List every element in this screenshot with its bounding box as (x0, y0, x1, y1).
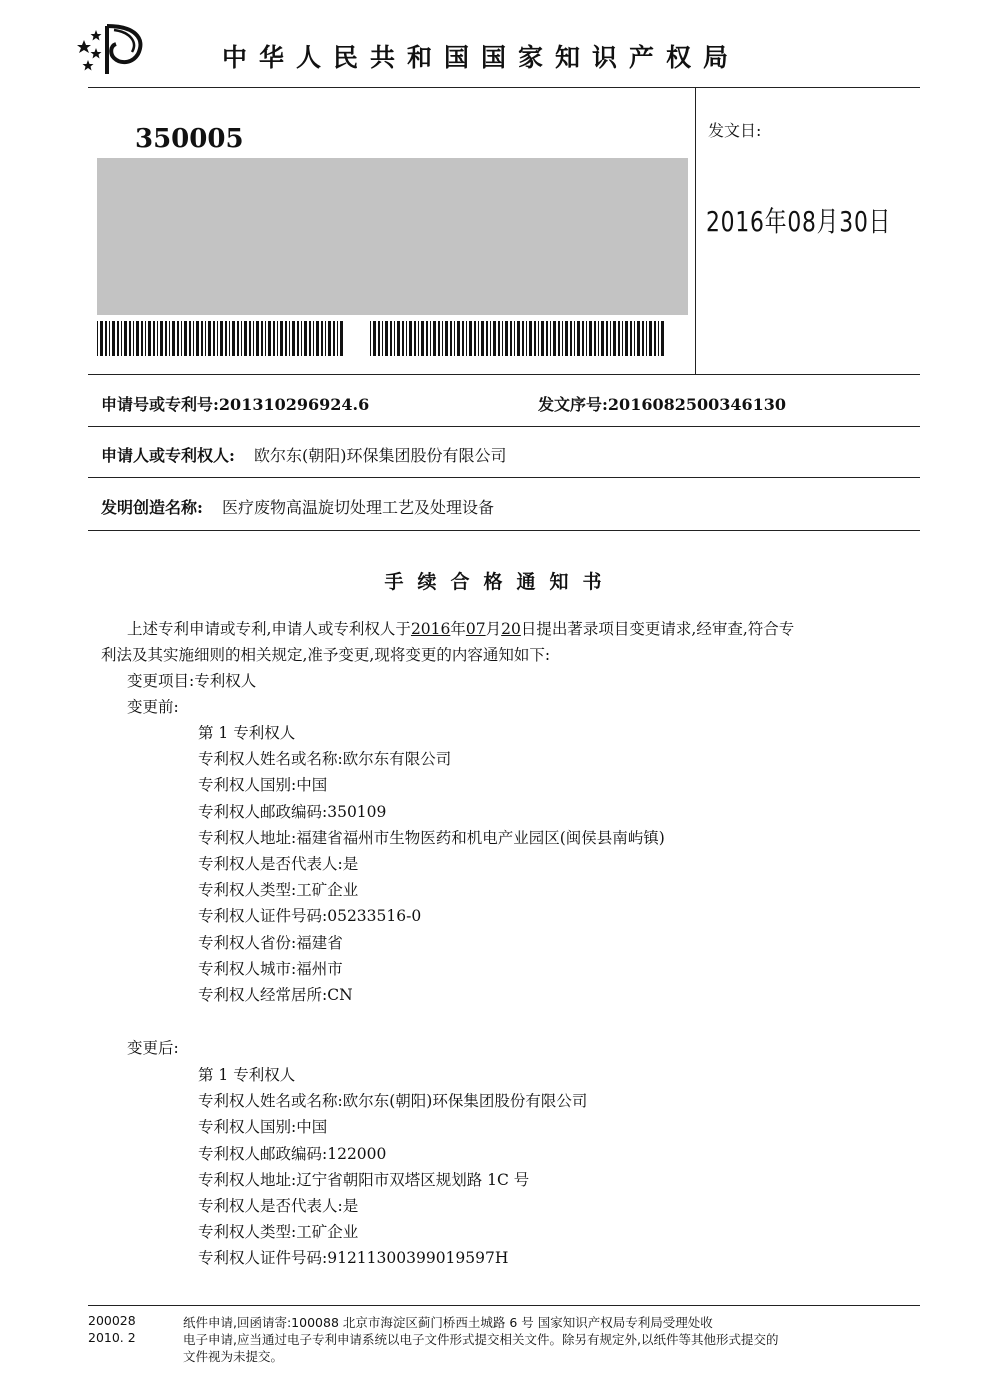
barcode-right (370, 321, 668, 356)
patentee-detail-line: 专利权人证件号码:05233516-0 (198, 907, 422, 926)
applicant-name: 欧尔东(朝阳)环保集团股份有限公司 (254, 446, 507, 465)
patentee-detail-line: 专利权人国别:中国 (198, 1118, 328, 1137)
barcode-left (97, 321, 345, 356)
request-day: 20 (501, 620, 521, 638)
notice-paragraph-line2: 利法及其实施细则的相关规定,准予变更,现将变更的内容通知如下: (101, 646, 551, 664)
serial-number-row (538, 392, 786, 415)
rule (88, 374, 920, 375)
patentee-detail-line: 专利权人类型:工矿企业 (198, 881, 359, 900)
patentee-detail-line: 专利权人地址:辽宁省朝阳市双塔区规划路 1C 号 (198, 1170, 530, 1189)
footer-rule (88, 1305, 920, 1306)
header-rule (88, 87, 920, 88)
invention-row (101, 495, 494, 518)
request-month: 07 (465, 620, 486, 638)
patentee-detail-line: 专利权人邮政编码:350109 (198, 802, 387, 821)
patentee-detail-line: 第 1 专利权人 (198, 724, 296, 742)
patentee-detail-line: 专利权人证件号码:91211300399019597H (198, 1249, 509, 1268)
applicant-label: 申请人或专利权人: (101, 446, 235, 465)
issue-date: 2016年08月30日 (706, 205, 892, 238)
notice-text: 日提出著录项目变更请求,经审查,符合专 (520, 620, 795, 638)
month-char: 月 (485, 620, 502, 638)
redacted-address (97, 158, 688, 315)
notice-paragraph-line1 (127, 616, 794, 642)
after-label: 变更后: (127, 1039, 179, 1057)
serial-number-label: 发文序号: (538, 395, 608, 414)
patentee-detail-line: 专利权人地址:福建省福州市生物医药和机电产业园区(闽侯县南屿镇) (198, 828, 665, 847)
office-name: 中华人民共和国国家知识产权局 (222, 43, 741, 72)
patentee-detail-line: 专利权人经常居所:CN (198, 986, 353, 1004)
patentee-detail-line: 第 1 专利权人 (198, 1066, 296, 1084)
patentee-detail-line: 专利权人姓名或名称:欧尔东(朝阳)环保集团股份有限公司 (198, 1092, 588, 1111)
year-char: 年 (450, 620, 466, 638)
footer-line3: 文件视为未提交。 (183, 1349, 284, 1364)
form-version: 2010. 2 (88, 1330, 136, 1345)
postcode: 350005 (135, 124, 244, 154)
issue-date-label: 发文日: (708, 121, 762, 140)
application-number: 201310296924.6 (218, 395, 370, 414)
notice-title: 手续合格通知书 (384, 571, 616, 593)
patentee-detail-line: 专利权人类型:工矿企业 (198, 1223, 359, 1242)
rule (88, 530, 920, 531)
patentee-detail-line: 专利权人是否代表人:是 (198, 1197, 359, 1215)
date-column-divider (695, 87, 696, 374)
patentee-detail-line: 专利权人国别:中国 (198, 776, 328, 795)
request-year: 2016 (410, 620, 451, 638)
change-item: 变更项目:专利权人 (127, 672, 257, 690)
application-number-row (101, 392, 369, 415)
cnipa-logo (74, 18, 154, 78)
rule (88, 426, 920, 427)
invention-title: 医疗废物高温旋切处理工艺及处理设备 (222, 498, 495, 517)
patentee-detail-line: 专利权人姓名或名称:欧尔东有限公司 (198, 750, 452, 769)
notice-text: 上述专利申请或专利,申请人或专利权人于 (127, 620, 411, 638)
serial-number: 2016082500346130 (607, 395, 787, 414)
before-label: 变更前: (127, 698, 179, 716)
form-code: 200028 (88, 1313, 136, 1328)
patentee-detail-line: 专利权人省份:福建省 (198, 933, 343, 952)
applicant-row (101, 443, 507, 466)
patentee-detail-line: 专利权人是否代表人:是 (198, 855, 359, 873)
patentee-detail-line: 专利权人邮政编码:122000 (198, 1144, 387, 1163)
invention-label: 发明创造名称: (101, 498, 203, 517)
rule (88, 477, 920, 478)
footer-line1: 纸件申请,回函请寄:100088 北京市海淀区蓟门桥西土城路 6 号 国家知识产权局专利局受理处收 (183, 1315, 713, 1330)
application-number-label: 申请号或专利号: (101, 395, 219, 414)
footer-line2: 电子申请,应当通过电子专利申请系统以电子文件形式提交相关文件。除另有规定外,以纸件等其他形式提交的 (183, 1332, 779, 1347)
patentee-detail-line: 专利权人城市:福州市 (198, 959, 343, 978)
